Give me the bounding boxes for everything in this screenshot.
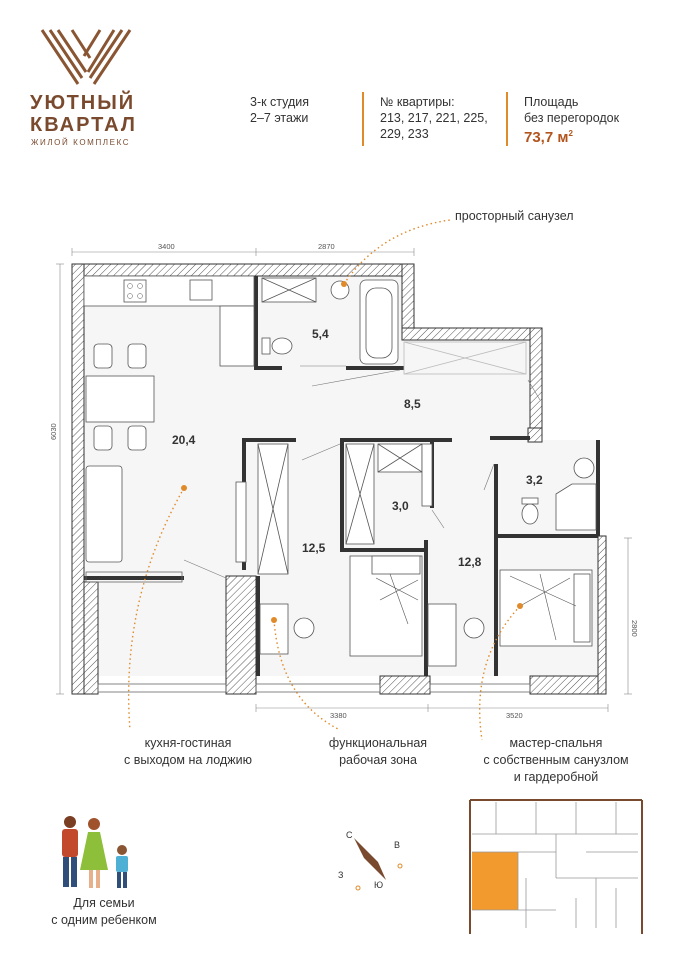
- callout-master: мастер-спальня с собственным санузлом и гардеробной: [483, 736, 629, 784]
- brand-subtitle: ЖИЛОЙ КОМПЛЕКС: [31, 138, 131, 147]
- compass-west: З: [338, 870, 344, 880]
- area-label1: Площадь: [524, 95, 579, 109]
- key-plan: [466, 798, 646, 938]
- room-area-bath-master: 3,2: [526, 473, 543, 487]
- room-area-hall: 8,5: [404, 397, 421, 411]
- room-area-bedroom-work: 12,5: [302, 541, 326, 555]
- compass-south: Ю: [374, 880, 384, 890]
- compass-east: В: [394, 840, 401, 850]
- dim-bottom-right: 3520: [506, 711, 523, 720]
- compass-needle-icon: [354, 838, 386, 880]
- callout-work: функциональная рабочая зона: [328, 736, 428, 767]
- area-value: 73,7 $м^2$: [524, 129, 573, 146]
- room-area-closet: 3,0: [392, 499, 409, 513]
- callout-kitchen: кухня-гостиная с выходом на лоджию: [124, 736, 252, 767]
- room-area-bedroom-master: 12,8: [458, 555, 482, 569]
- apt-numbers-line2: 229, 233: [380, 127, 429, 141]
- room-area-bath-main: 5,4: [312, 327, 329, 341]
- callout-bathroom: просторный санузел: [455, 209, 574, 223]
- room-area-kitchen: 20,4: [172, 433, 196, 447]
- dim-top-left: 3400: [158, 242, 175, 251]
- brand-line1: УЮТНЫЙ: [30, 92, 136, 114]
- area-label2: без перегородок: [524, 111, 620, 125]
- apt-numbers-line1: 213, 217, 221, 225,: [380, 111, 488, 125]
- type-line2: 2–7 этажи: [250, 111, 309, 125]
- dim-left: 6030: [49, 423, 58, 440]
- dim-right: 2800: [630, 620, 639, 637]
- father-icon: [62, 816, 78, 887]
- key-plan-highlight: [472, 852, 518, 910]
- dim-bottom-left: 3380: [330, 711, 347, 720]
- child-icon: [116, 845, 128, 888]
- dim-top-right: 2870: [318, 242, 335, 251]
- mother-icon: [80, 818, 108, 888]
- compass: [334, 828, 414, 898]
- type-line1: 3-к студия: [250, 95, 310, 109]
- brand-line2: КВАРТАЛ: [30, 114, 137, 136]
- apt-label: № квартиры:: [380, 95, 455, 109]
- compass-north: С: [346, 830, 353, 840]
- family-caption: Для семьи с одним ребенком: [51, 896, 157, 927]
- family-illustration: [44, 812, 164, 892]
